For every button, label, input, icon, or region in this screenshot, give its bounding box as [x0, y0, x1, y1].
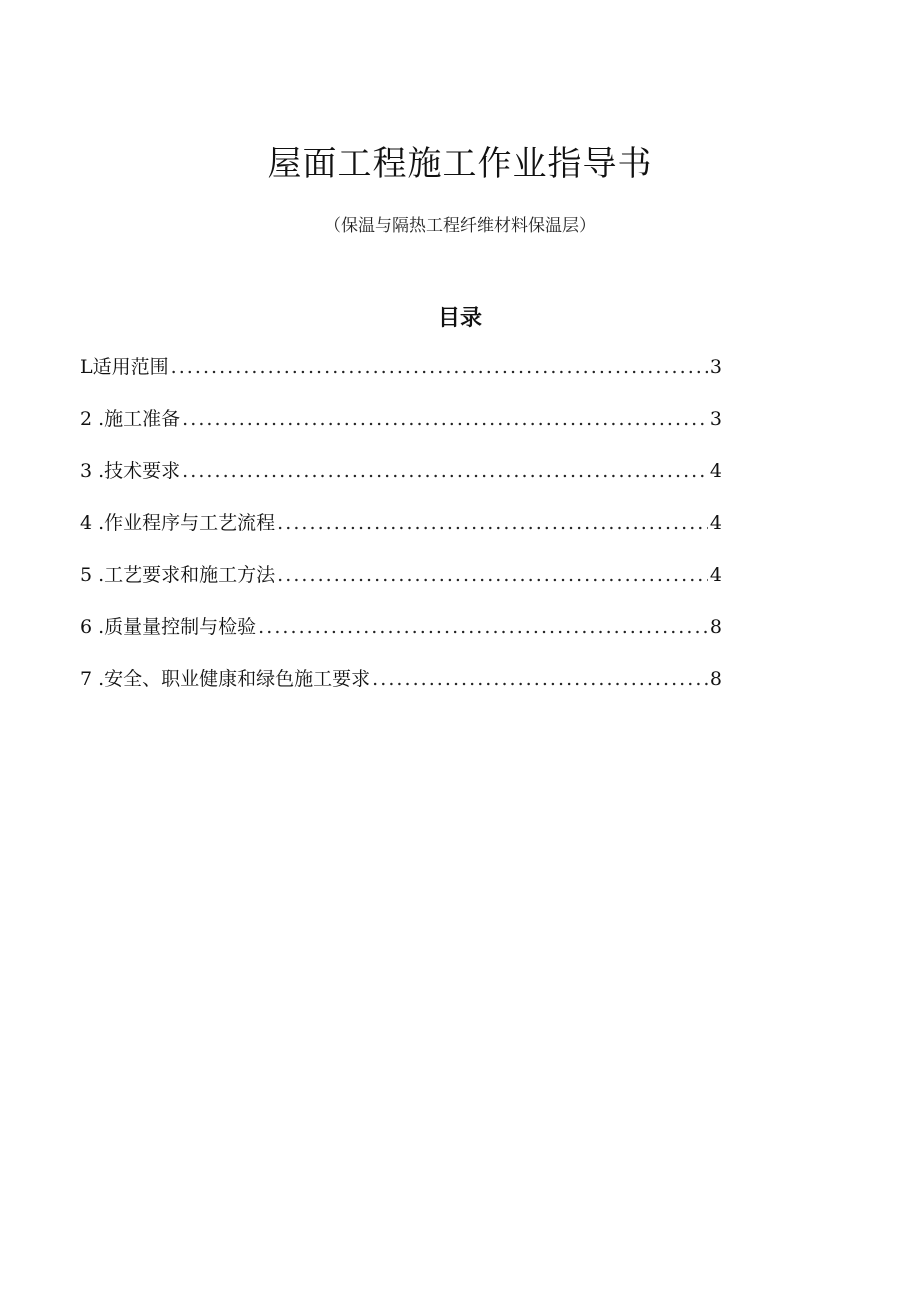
toc-item[interactable]: [80, 456, 722, 508]
document-title: 屋面工程施工作业指导书: [267, 144, 653, 184]
toc-leader-dots: [182, 408, 708, 430]
toc-item[interactable]: [80, 560, 722, 612]
toc-item-label: 7 .安全、职业健康和绿色施工要求: [80, 668, 371, 690]
toc-leader-dots: [372, 668, 708, 690]
table-of-contents: [80, 352, 722, 716]
toc-item-page: 8: [709, 668, 722, 690]
toc-item-page: 3: [709, 356, 722, 378]
toc-leader-dots: [258, 616, 708, 638]
toc-leader-dots: [277, 564, 708, 586]
toc-item-page: 4: [709, 460, 722, 482]
toc-item[interactable]: [80, 404, 722, 456]
document-subtitle: （保温与隔热工程纤维材料保温层）: [324, 216, 596, 236]
toc-item-label: 5 .工艺要求和施工方法: [80, 564, 276, 586]
toc-leader-dots: [277, 512, 708, 534]
toc-item-label: L适用范围: [80, 356, 169, 378]
toc-item-label: 3 .技术要求: [80, 460, 181, 482]
toc-item-page: 4: [709, 564, 722, 586]
toc-item[interactable]: [80, 664, 722, 716]
toc-heading: 目录: [437, 306, 482, 331]
toc-item[interactable]: [80, 508, 722, 560]
toc-item-label: 2 .施工准备: [80, 408, 181, 430]
toc-item[interactable]: [80, 352, 722, 404]
toc-leader-dots: [171, 356, 708, 378]
toc-item[interactable]: [80, 612, 722, 664]
toc-leader-dots: [182, 460, 708, 482]
toc-item-page: 3: [709, 408, 722, 430]
toc-item-page: 8: [709, 616, 722, 638]
toc-item-label: 6 .质量量控制与检验: [80, 616, 257, 638]
toc-item-label: 4 .作业程序与工艺流程: [80, 512, 276, 534]
toc-item-page: 4: [709, 512, 722, 534]
